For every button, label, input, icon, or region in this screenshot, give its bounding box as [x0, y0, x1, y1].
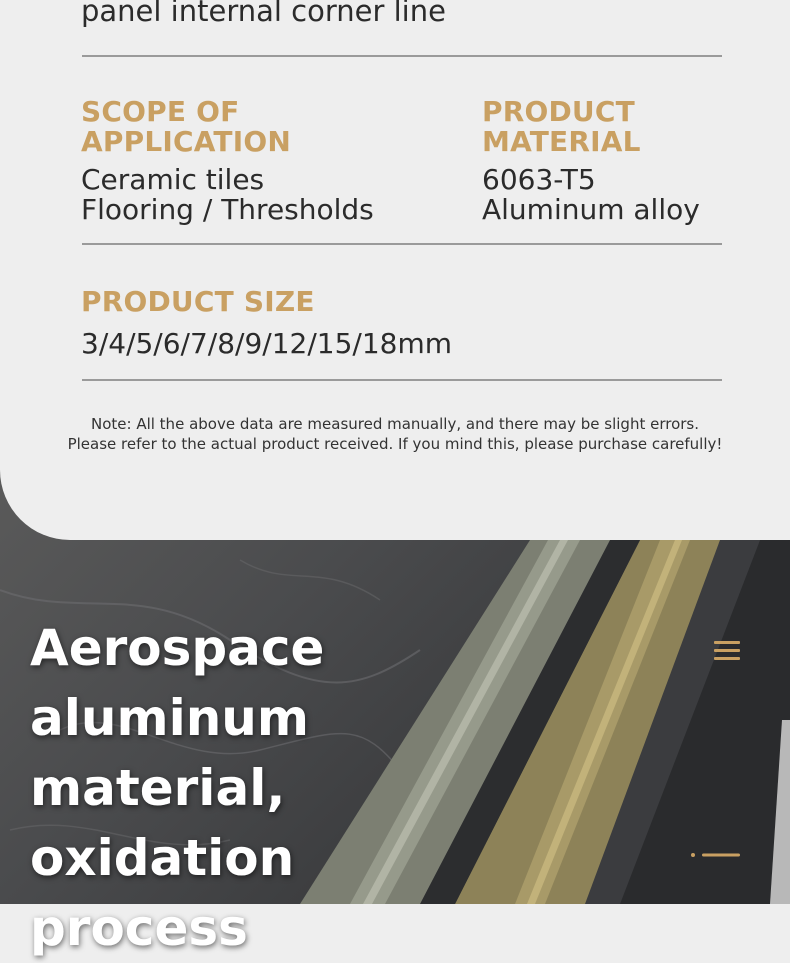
- scope-value: [81, 165, 374, 225]
- hamburger-menu-icon[interactable]: [714, 641, 740, 661]
- scope-label-line: APPLICATION: [81, 125, 291, 158]
- divider: [82, 379, 722, 381]
- carousel-pager-icon[interactable]: [690, 852, 742, 858]
- material-label-line: PRODUCT: [482, 95, 635, 128]
- disclaimer-line: Note: All the above data are measured manually, and there may be slight errors.: [90, 415, 700, 433]
- material-value-line: 6063-T5: [482, 163, 596, 196]
- scope-label-line: SCOPE OF: [81, 95, 240, 128]
- size-value: 3/4/5/6/7/8/9/12/15/18mm: [81, 327, 453, 360]
- material-label-line: MATERIAL: [482, 125, 641, 158]
- disclaimer-note: [0, 414, 790, 454]
- scope-value-line: Flooring / Thresholds: [81, 193, 374, 226]
- size-label: PRODUCT SIZE: [81, 285, 315, 318]
- material-value-line: Aluminum alloy: [482, 193, 700, 226]
- disclaimer-line: Please refer to the actual product received. If you mind this, please purchase carefully!: [67, 435, 723, 453]
- material-value: [482, 165, 700, 225]
- headline-line: Aerospace aluminum: [30, 619, 325, 747]
- scope-value-line: Ceramic tiles: [81, 163, 265, 196]
- product-title: panel internal corner line: [81, 0, 446, 28]
- headline-line: material, oxidation: [30, 759, 295, 887]
- scope-label: [81, 97, 291, 157]
- divider: [82, 243, 722, 245]
- headline-line: process: [30, 899, 248, 957]
- banner-headline: [30, 613, 550, 963]
- divider: [82, 55, 722, 57]
- material-label: [482, 97, 641, 157]
